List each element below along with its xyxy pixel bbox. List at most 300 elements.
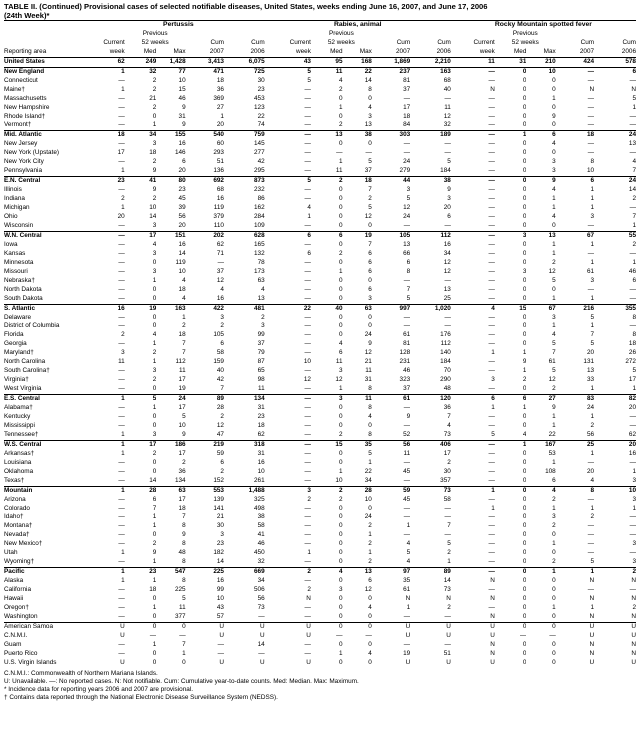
value-cell: 4 bbox=[368, 649, 372, 657]
value-cell: 540 bbox=[186, 131, 224, 140]
value-cell: 0 bbox=[522, 294, 527, 302]
value-cell: 110 bbox=[213, 221, 224, 229]
value-cell: 2 bbox=[368, 540, 372, 548]
value-cell: 0 bbox=[338, 294, 343, 302]
value-cell: 0 bbox=[152, 612, 157, 620]
value-cell: 1 bbox=[368, 531, 372, 539]
value-cell: 2 bbox=[152, 76, 157, 84]
value-cell: 725 bbox=[224, 67, 265, 76]
value-cell: 7 bbox=[632, 213, 636, 221]
value-cell: 20 bbox=[628, 404, 636, 412]
value-cell: N bbox=[589, 595, 595, 603]
value-cell: 5 bbox=[491, 430, 495, 438]
value-cell: — bbox=[118, 476, 125, 484]
reporting-area-cell: Tennessee† bbox=[4, 430, 39, 438]
value-cell: 4 bbox=[338, 76, 343, 84]
cum-label: Cum bbox=[396, 38, 411, 46]
table-row bbox=[4, 531, 636, 540]
value-cell: 628 bbox=[224, 231, 265, 240]
table-row bbox=[4, 158, 636, 167]
value-cell: 168 bbox=[343, 57, 372, 67]
value-cell: 3 bbox=[265, 486, 311, 495]
value-cell: 20 bbox=[443, 204, 451, 212]
value-cell: 0 bbox=[522, 549, 527, 557]
table-row bbox=[4, 340, 636, 349]
value-cell: — bbox=[488, 531, 495, 539]
value-cell: 151 bbox=[156, 231, 185, 240]
value-cell: 18 bbox=[149, 586, 157, 594]
value-cell: 0 bbox=[522, 313, 527, 321]
value-cell: 7 bbox=[182, 340, 186, 348]
value-cell: 18 bbox=[216, 76, 224, 84]
value-cell: 61 bbox=[372, 395, 410, 404]
value-cell: — bbox=[629, 586, 636, 594]
value-cell: 4 bbox=[632, 158, 636, 166]
value-cell: 16 bbox=[178, 240, 186, 248]
value-cell: 27 bbox=[216, 103, 224, 111]
value-cell: 6 bbox=[447, 213, 451, 221]
value-cell: 0 bbox=[552, 531, 556, 539]
value-cell: 1,428 bbox=[156, 57, 185, 67]
value-cell: — bbox=[629, 531, 636, 539]
value-cell: N bbox=[589, 612, 595, 620]
value-cell: 7 bbox=[590, 331, 595, 339]
value-cell: 0 bbox=[368, 322, 372, 330]
value-cell: — bbox=[118, 495, 125, 503]
table-header bbox=[4, 21, 636, 58]
value-cell: — bbox=[488, 458, 495, 466]
value-cell: 9 bbox=[182, 103, 186, 111]
value-cell: 1 bbox=[552, 421, 556, 429]
value-cell: 4 bbox=[182, 276, 186, 284]
value-cell: 58 bbox=[257, 522, 265, 530]
footnote: C.N.M.I.: Commonwealth of Northern Mariana Islands. bbox=[4, 669, 158, 677]
reporting-area-cell: Mountain bbox=[4, 486, 92, 495]
value-cell: 0 bbox=[152, 258, 157, 266]
value-cell: U bbox=[490, 658, 495, 666]
value-cell: — bbox=[488, 313, 495, 321]
value-cell: 0 bbox=[522, 213, 527, 221]
value-cell: — bbox=[444, 531, 451, 539]
cum-label: Cum bbox=[251, 38, 265, 46]
value-cell: N bbox=[631, 612, 636, 620]
value-cell: 12 bbox=[216, 421, 224, 429]
value-cell: — bbox=[118, 595, 125, 603]
table-row bbox=[4, 577, 636, 586]
value-cell: 1 bbox=[522, 349, 527, 357]
value-cell: 95 bbox=[311, 57, 343, 67]
value-cell: 47 bbox=[216, 430, 224, 438]
value-cell: 8 bbox=[368, 430, 372, 438]
value-cell: — bbox=[179, 631, 186, 639]
value-cell: 0 bbox=[522, 221, 527, 229]
value-cell: 0 bbox=[338, 421, 343, 429]
value-cell: — bbox=[304, 112, 311, 120]
table-row bbox=[4, 376, 636, 385]
value-cell: 4 bbox=[406, 540, 411, 548]
value-cell: — bbox=[304, 276, 311, 284]
value-cell: 6 bbox=[311, 231, 343, 240]
value-cell: 2 bbox=[590, 421, 595, 429]
value-cell: 34 bbox=[443, 249, 451, 257]
value-cell: 11 bbox=[178, 367, 186, 375]
value-cell: 31 bbox=[178, 112, 186, 120]
value-cell: 14 bbox=[443, 577, 451, 585]
value-cell: 1 bbox=[121, 549, 125, 557]
value-cell: 14 bbox=[628, 186, 636, 194]
table-row bbox=[4, 496, 636, 505]
value-cell: 3 bbox=[495, 231, 527, 240]
value-cell: 1 bbox=[338, 103, 343, 111]
value-cell: 1 bbox=[552, 504, 556, 512]
value-cell: 1 bbox=[121, 449, 125, 457]
table-row bbox=[4, 431, 636, 440]
value-cell: 0 bbox=[522, 458, 527, 466]
reporting-area-cell: Illinois bbox=[4, 186, 22, 194]
value-cell: 2 bbox=[338, 430, 343, 438]
value-cell: — bbox=[629, 294, 636, 302]
value-cell: 1 bbox=[590, 186, 595, 194]
value-cell: 10 bbox=[335, 476, 343, 484]
value-cell: 3 bbox=[590, 213, 595, 221]
value-cell: 0 bbox=[522, 331, 527, 339]
value-cell: — bbox=[556, 67, 594, 76]
value-cell: 5 bbox=[447, 540, 451, 548]
value-cell: — bbox=[488, 449, 495, 457]
table-row bbox=[4, 286, 636, 295]
value-cell: 0 bbox=[522, 195, 527, 203]
value-cell: 2 bbox=[220, 412, 224, 420]
value-cell: 53 bbox=[548, 449, 556, 457]
value-cell: 5 bbox=[632, 94, 636, 102]
value-cell: — bbox=[304, 167, 311, 175]
value-cell: 20 bbox=[594, 440, 636, 449]
value-cell: — bbox=[118, 540, 125, 548]
value-cell: 7 bbox=[447, 412, 451, 420]
reporting-area-cell: Texas† bbox=[4, 476, 25, 484]
value-cell: — bbox=[118, 513, 125, 521]
value-cell: 1 bbox=[92, 395, 125, 404]
value-cell: 7 bbox=[447, 522, 451, 530]
value-cell: 2 bbox=[594, 568, 636, 577]
reporting-area-label: Reporting area bbox=[4, 48, 92, 57]
value-cell: 6 bbox=[368, 577, 372, 585]
value-cell: 16 bbox=[257, 458, 265, 466]
table-row bbox=[4, 77, 636, 86]
value-cell: 284 bbox=[254, 213, 265, 221]
value-cell: 5 bbox=[632, 367, 636, 375]
value-cell: — bbox=[304, 340, 311, 348]
value-cell: — bbox=[587, 249, 595, 257]
value-cell: 67 bbox=[556, 231, 594, 240]
value-cell: 10 bbox=[526, 67, 555, 76]
value-cell: 3 bbox=[220, 313, 224, 321]
value-cell: — bbox=[265, 440, 311, 449]
value-cell: 99 bbox=[257, 331, 265, 339]
reporting-area-cell: New Mexico† bbox=[4, 540, 43, 548]
value-cell: 37 bbox=[257, 340, 265, 348]
value-cell: — bbox=[587, 103, 595, 111]
value-cell: 56 bbox=[257, 595, 265, 603]
value-cell: — bbox=[304, 158, 311, 166]
value-cell: — bbox=[488, 385, 495, 393]
table-row bbox=[4, 241, 636, 250]
value-cell: 17 bbox=[117, 149, 125, 157]
reporting-area-cell: E.N. Central bbox=[4, 177, 92, 186]
value-cell: — bbox=[488, 76, 495, 84]
table-row bbox=[4, 268, 636, 277]
reporting-area-cell: Wyoming† bbox=[4, 558, 35, 566]
value-cell: 8 bbox=[406, 267, 411, 275]
cum-label: Cum bbox=[210, 38, 224, 46]
value-cell: 0 bbox=[522, 522, 527, 530]
value-cell: 5 bbox=[590, 558, 595, 566]
value-cell: 26 bbox=[628, 349, 636, 357]
value-cell: — bbox=[118, 340, 125, 348]
value-cell: 112 bbox=[410, 231, 451, 240]
value-cell: 176 bbox=[440, 331, 451, 339]
value-cell: 119 bbox=[213, 204, 224, 212]
value-cell: 3 bbox=[552, 158, 556, 166]
value-cell: 3 bbox=[632, 540, 636, 548]
value-cell: 43 bbox=[216, 604, 224, 611]
reporting-area-cell: Connecticut bbox=[4, 76, 38, 84]
value-cell: 20 bbox=[117, 213, 125, 221]
value-cell: 79 bbox=[257, 349, 265, 357]
table-row bbox=[4, 314, 636, 323]
value-cell: — bbox=[217, 258, 224, 266]
value-cell: N bbox=[490, 595, 495, 603]
value-cell: — bbox=[451, 568, 495, 577]
value-cell: 0 bbox=[522, 540, 527, 548]
value-cell: 58 bbox=[443, 495, 451, 503]
value-cell: 0 bbox=[338, 221, 343, 229]
value-cell: 277 bbox=[254, 149, 265, 157]
value-cell: 81 bbox=[403, 76, 411, 84]
value-cell: 0 bbox=[552, 76, 556, 84]
value-cell: 10 bbox=[178, 421, 186, 429]
value-cell: 1 bbox=[121, 204, 125, 212]
value-cell: 10 bbox=[364, 495, 372, 503]
value-cell: 406 bbox=[410, 440, 451, 449]
value-cell: 0 bbox=[152, 112, 157, 120]
value-cell: — bbox=[587, 149, 595, 157]
value-cell: — bbox=[629, 249, 636, 257]
value-cell: 61 bbox=[403, 331, 411, 339]
value-cell: — bbox=[304, 121, 311, 129]
value-cell: 2 bbox=[261, 313, 265, 321]
value-cell: 0 bbox=[338, 449, 343, 457]
value-cell: 20 bbox=[216, 121, 224, 129]
value-cell: 0 bbox=[338, 186, 343, 194]
value-cell: 1 bbox=[632, 504, 636, 512]
value-cell: 8 bbox=[182, 522, 186, 530]
value-cell: 30 bbox=[257, 76, 265, 84]
value-cell: 139 bbox=[213, 495, 224, 503]
value-cell: 59 bbox=[372, 486, 410, 495]
value-cell: N bbox=[306, 595, 311, 603]
value-cell: 323 bbox=[399, 376, 411, 384]
value-cell: 0 bbox=[552, 149, 556, 157]
value-cell: — bbox=[488, 158, 495, 166]
value-cell: — bbox=[304, 349, 311, 357]
value-cell: 1 bbox=[495, 440, 527, 449]
value-cell: 13 bbox=[343, 568, 372, 577]
value-cell: 14 bbox=[257, 640, 265, 648]
value-cell: 13 bbox=[443, 285, 451, 293]
value-cell: 249 bbox=[125, 57, 157, 67]
value-cell: 37 bbox=[364, 167, 372, 175]
value-cell: — bbox=[304, 640, 311, 648]
value-cell: 0 bbox=[338, 531, 343, 539]
value-cell: 22 bbox=[343, 67, 372, 76]
value-cell: 3 bbox=[338, 367, 343, 375]
value-cell: — bbox=[488, 367, 495, 375]
value-cell: 225 bbox=[174, 586, 186, 594]
value-cell: — bbox=[444, 504, 451, 512]
value-cell: 5 bbox=[307, 76, 311, 84]
value-cell: 45 bbox=[403, 467, 411, 475]
value-cell: 1 bbox=[632, 385, 636, 393]
value-cell: 71 bbox=[216, 249, 224, 257]
value-cell: 24 bbox=[403, 213, 411, 221]
value-cell: 45 bbox=[403, 495, 411, 503]
value-cell: 9 bbox=[152, 167, 157, 175]
table-row bbox=[4, 57, 636, 67]
table-row bbox=[4, 358, 636, 367]
value-cell: 4 bbox=[552, 140, 556, 148]
value-cell: 40 bbox=[311, 304, 343, 313]
value-cell: 19 bbox=[343, 231, 372, 240]
table-title bbox=[4, 2, 636, 20]
value-cell: U bbox=[120, 658, 125, 666]
value-cell: 0 bbox=[338, 558, 343, 566]
value-cell: — bbox=[587, 112, 595, 120]
value-cell: 39 bbox=[178, 204, 186, 212]
value-cell: 0 bbox=[338, 204, 343, 212]
value-cell: 1 bbox=[121, 85, 125, 93]
value-cell: 18 bbox=[178, 285, 186, 293]
value-cell: 3 bbox=[552, 167, 556, 175]
table-row bbox=[4, 413, 636, 422]
value-cell: 453 bbox=[254, 94, 265, 102]
value-cell: — bbox=[587, 140, 595, 148]
value-cell: 28 bbox=[216, 404, 224, 412]
table-row bbox=[4, 632, 636, 641]
value-cell: 31 bbox=[364, 376, 372, 384]
value-cell: — bbox=[488, 522, 495, 530]
reporting-area-cell: Arizona bbox=[4, 495, 26, 503]
reporting-area-cell: Pennsylvania bbox=[4, 167, 43, 175]
value-cell: 36 bbox=[178, 467, 186, 475]
value-cell: — bbox=[403, 612, 411, 620]
value-cell: 0 bbox=[368, 595, 372, 603]
value-cell: — bbox=[488, 421, 495, 429]
value-cell: 24 bbox=[594, 131, 636, 140]
value-cell: — bbox=[629, 421, 636, 429]
table-body bbox=[4, 57, 636, 667]
previous-label: Previous bbox=[142, 29, 168, 37]
value-cell: 0 bbox=[152, 385, 157, 393]
value-cell: — bbox=[488, 322, 495, 330]
value-cell: 0 bbox=[338, 513, 343, 521]
value-cell: 10 bbox=[178, 267, 186, 275]
value-cell: 0 bbox=[338, 213, 343, 221]
table-row bbox=[4, 186, 636, 195]
value-cell: 0 bbox=[522, 658, 527, 666]
table-row bbox=[4, 331, 636, 340]
table-row bbox=[4, 568, 636, 577]
value-cell: 1 bbox=[92, 568, 125, 577]
value-cell: — bbox=[488, 276, 495, 284]
value-cell: 16 bbox=[178, 140, 186, 148]
value-cell: — bbox=[587, 285, 595, 293]
reporting-area-cell: North Carolina bbox=[4, 358, 46, 366]
value-cell: 8 bbox=[590, 158, 595, 166]
value-cell: 21 bbox=[149, 94, 157, 102]
value-cell: 1 bbox=[632, 221, 636, 229]
value-cell: 4 bbox=[338, 340, 343, 348]
value-cell: 295 bbox=[254, 167, 265, 175]
value-cell: 369 bbox=[213, 94, 224, 102]
value-cell: 0 bbox=[552, 595, 556, 603]
value-cell: 24 bbox=[364, 513, 372, 521]
value-cell: 232 bbox=[254, 186, 265, 194]
value-cell: 4 bbox=[590, 476, 595, 484]
group-pertussis: Pertussis bbox=[92, 21, 265, 30]
value-cell: 1 bbox=[552, 204, 556, 212]
value-cell: 0 bbox=[152, 658, 157, 666]
table-row bbox=[4, 595, 636, 604]
value-cell: 0 bbox=[368, 504, 372, 512]
value-cell: 51 bbox=[443, 649, 451, 657]
max-label: Max bbox=[526, 48, 555, 57]
value-cell: 141 bbox=[213, 504, 224, 512]
value-cell: 5 bbox=[447, 158, 451, 166]
value-cell: — bbox=[118, 404, 125, 412]
value-cell: — bbox=[444, 94, 451, 102]
value-cell: 1 bbox=[368, 458, 372, 466]
table-row bbox=[4, 231, 636, 240]
value-cell: 31 bbox=[257, 404, 265, 412]
value-cell: 5 bbox=[265, 177, 311, 186]
value-cell: N bbox=[405, 595, 411, 603]
disease-table bbox=[4, 20, 636, 668]
value-cell: — bbox=[403, 140, 411, 148]
value-cell: 13 bbox=[364, 121, 372, 129]
value-cell: 1 bbox=[152, 121, 157, 129]
value-cell: 0 bbox=[338, 331, 343, 339]
reporting-area-cell: Maryland† bbox=[4, 349, 34, 357]
value-cell: — bbox=[118, 558, 125, 566]
value-cell: 38 bbox=[410, 177, 451, 186]
value-cell: 0 bbox=[522, 467, 527, 475]
value-cell: 0 bbox=[552, 577, 556, 585]
reporting-area-cell: Utah bbox=[4, 549, 18, 557]
value-cell: 0 bbox=[338, 640, 343, 648]
value-cell: 51 bbox=[216, 158, 224, 166]
value-cell: — bbox=[629, 522, 636, 530]
value-cell: — bbox=[304, 421, 311, 429]
value-cell: 7 bbox=[368, 240, 372, 248]
value-cell: 1 bbox=[152, 513, 157, 521]
value-cell: — bbox=[629, 149, 636, 157]
reporting-area-cell: New Jersey bbox=[4, 140, 38, 148]
value-cell: 16 bbox=[216, 577, 224, 585]
value-cell: 20 bbox=[178, 221, 186, 229]
reporting-area-cell: Colorado bbox=[4, 504, 30, 512]
value-cell: — bbox=[587, 531, 595, 539]
